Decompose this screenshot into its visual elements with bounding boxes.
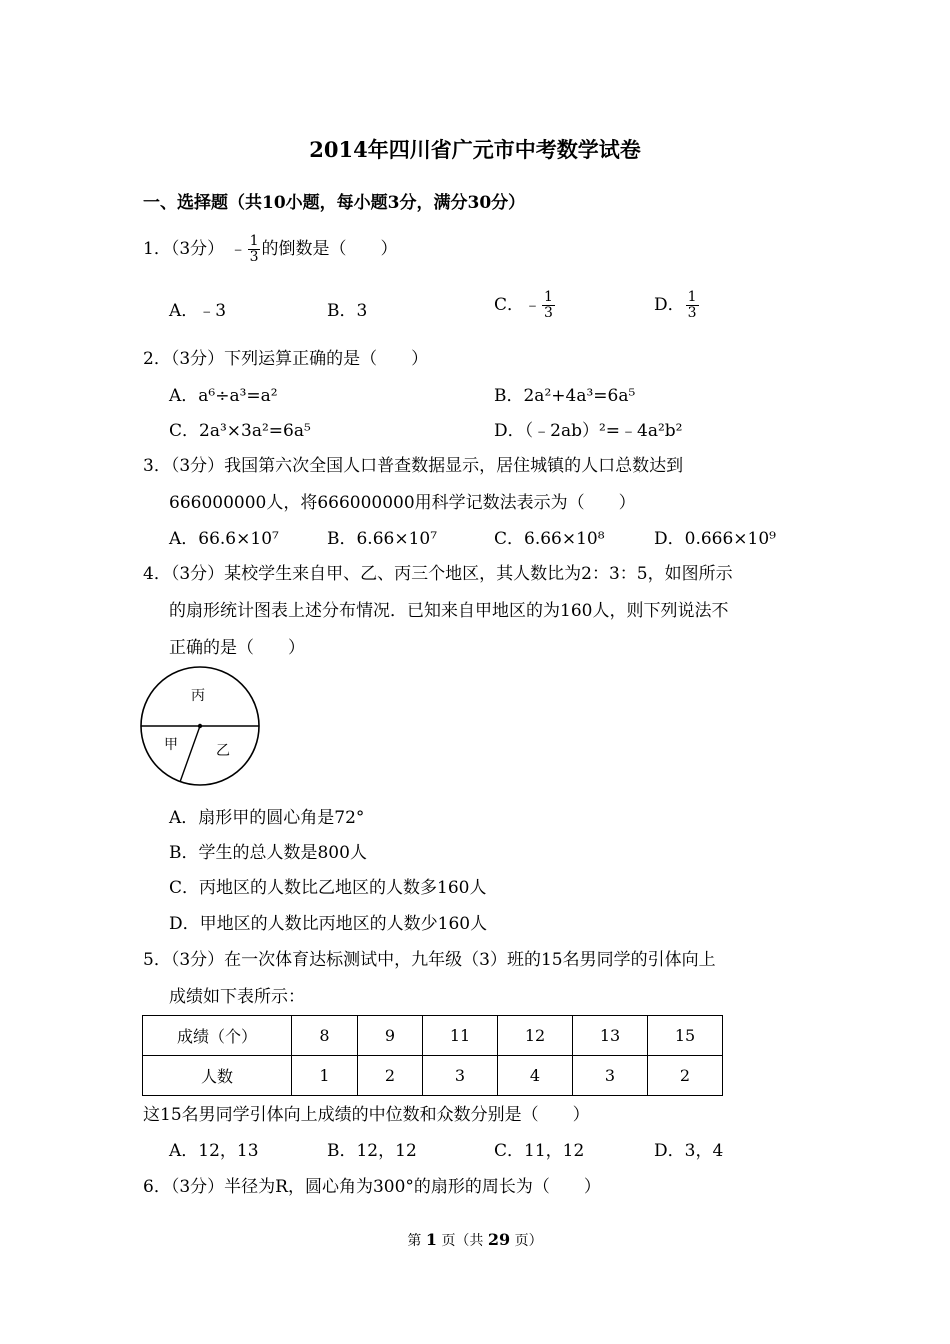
q1-d-label: D． (654, 295, 685, 315)
q1-c-sign: ﹣ (524, 295, 542, 315)
footer-total-pages: 29 (487, 1230, 511, 1249)
q2-option-d: D．（﹣2ab）²=﹣4a²b² (494, 421, 683, 441)
footer-pre: 第 (407, 1233, 422, 1249)
q4-option-a: A．扇形甲的圆心角是72° (169, 808, 365, 828)
q5-option-a: A．12，13 (169, 1141, 259, 1161)
q5-option-d: D．3，4 (654, 1141, 724, 1161)
table-cell: 13 (573, 1016, 648, 1056)
q1-d-den: 3 (687, 305, 697, 321)
q4-option-c: C．丙地区的人数比乙地区的人数多160人 (169, 878, 487, 898)
score-table (142, 1015, 723, 1096)
pie-center (198, 724, 202, 728)
table-cell: 9 (358, 1016, 423, 1056)
table-cell: 3 (423, 1056, 498, 1096)
pie-label-jia: 甲 (164, 737, 178, 753)
q4-line-1: （3分）某校学生来自甲、乙、丙三个地区，其人数比为2：3：5，如图所示 (170, 564, 733, 584)
q5-number: 5． (143, 950, 171, 970)
q1-option-a: A．﹣3 (169, 301, 227, 321)
q3-option-d: D．0.666×10⁹ (654, 529, 776, 549)
q5-option-c: C．11，12 (494, 1141, 585, 1161)
q6-text: （3分）半径为R，圆心角为300°的扇形的周长为（ ） (170, 1177, 601, 1197)
table-cell: 11 (423, 1016, 498, 1056)
footer-mid: 页（共 (441, 1233, 484, 1249)
page-title: 2014年四川省广元市中考数学试卷 (309, 137, 641, 162)
q1-text: 的倒数是（ ） (261, 239, 398, 259)
q1-option-b: B．3 (327, 301, 368, 321)
q3-option-a: A．66.6×10⁷ (169, 529, 279, 549)
q2-option-c: C．2a³×3a²=6a⁵ (169, 421, 311, 441)
q6-number: 6． (143, 1177, 171, 1197)
q1-c-label: C． (494, 295, 525, 315)
q1-c-num: 1 (544, 289, 553, 305)
question-4 (143, 559, 733, 584)
q3-line-1: （3分）我国第六次全国人口普查数据显示，居住城镇的人口总数达到 (170, 456, 684, 476)
table-cell: 15 (648, 1016, 723, 1056)
q1-sign: ﹣ (229, 239, 247, 259)
q1-frac-num: 1 (249, 233, 259, 249)
question-5 (143, 945, 716, 970)
q5-after-table: 这15名男同学引体向上成绩的中位数和众数分别是（ ） (143, 1105, 590, 1125)
question-2 (143, 344, 428, 369)
q2-option-b: B．2a²+4a³=6a⁵ (494, 386, 636, 406)
q3-option-b: B．6.66×10⁷ (327, 529, 438, 549)
q3-line-2: 666000000人，将666000000用科学记数法表示为（ ） (169, 493, 636, 513)
q1-number: 1． (143, 239, 171, 259)
q1-d-fraction (686, 290, 699, 321)
table-cell: 成绩（个） (143, 1016, 292, 1056)
pie-chart (138, 664, 266, 788)
q2-number: 2． (143, 349, 171, 369)
table-cell: 3 (573, 1056, 648, 1096)
footer-post: 页） (514, 1233, 543, 1249)
q1-fraction (248, 234, 261, 265)
pie-label-yi: 乙 (216, 743, 230, 759)
q1-c-den: 3 (544, 305, 553, 321)
table-row (143, 1016, 723, 1056)
table-cell: 8 (292, 1016, 358, 1056)
q5-line-2: 成绩如下表所示： (169, 987, 305, 1007)
q4-line-2: 的扇形统计图表上述分布情况．已知来自甲地区的为160人，则下列说法不 (169, 601, 729, 621)
q1-frac-den: 3 (249, 249, 259, 265)
pie-label-bing: 丙 (191, 688, 205, 704)
q2-option-a: A．a⁶÷a³=a² (169, 386, 278, 406)
page-footer (0, 1230, 950, 1250)
question-1 (143, 234, 397, 265)
q1-score: （3分） (170, 239, 225, 259)
q5-option-b: B．12，12 (327, 1141, 417, 1161)
table-row (143, 1056, 723, 1096)
question-3 (143, 451, 683, 476)
q2-text: （3分）下列运算正确的是（ ） (170, 349, 429, 369)
pie-radius (180, 726, 200, 782)
q5-line-1: （3分）在一次体育达标测试中，九年级（3）班的15名男同学的引体向上 (170, 950, 716, 970)
q1-option-c (494, 290, 556, 321)
table-cell: 2 (648, 1056, 723, 1096)
table-cell: 12 (498, 1016, 573, 1056)
table-cell: 4 (498, 1056, 573, 1096)
question-6 (143, 1172, 601, 1197)
footer-page-number: 1 (425, 1230, 437, 1249)
q3-option-c: C．6.66×10⁸ (494, 529, 605, 549)
q4-number: 4． (143, 564, 171, 584)
q4-option-b: B．学生的总人数是800人 (169, 843, 367, 863)
q1-c-fraction (542, 290, 555, 321)
table-cell: 1 (292, 1056, 358, 1096)
q1-d-num: 1 (687, 289, 697, 305)
q1-option-d (654, 290, 700, 321)
table-cell: 人数 (143, 1056, 292, 1096)
q3-number: 3． (143, 456, 171, 476)
q4-line-3: 正确的是（ ） (169, 638, 305, 658)
q4-option-d: D．甲地区的人数比丙地区的人数少160人 (169, 914, 488, 934)
section-heading: 一、选择题（共10小题，每小题3分，满分30分） (143, 193, 526, 213)
table-cell: 2 (358, 1056, 423, 1096)
